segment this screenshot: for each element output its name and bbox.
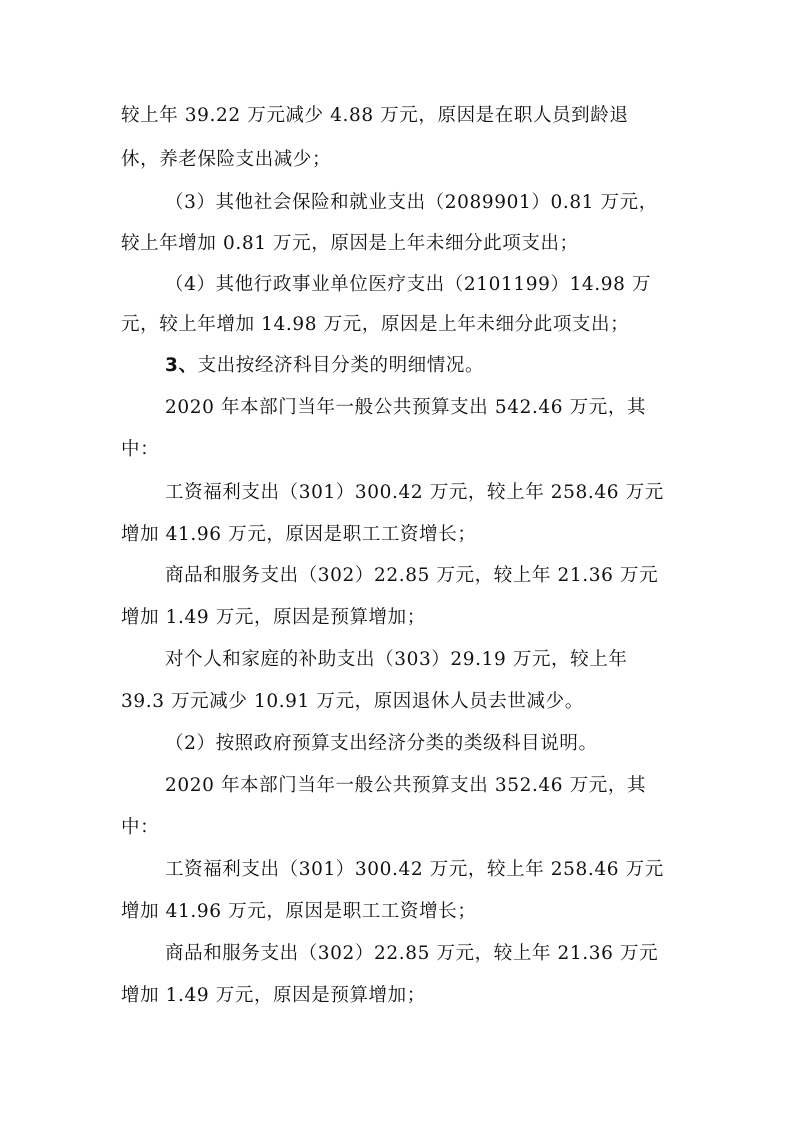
text-line: 2020 年本部门当年一般公共预算支出 352.46 万元，其: [165, 775, 647, 796]
text-line: 增加 1.49 万元，原因是预算增加；: [121, 607, 426, 628]
text-line: 元，较上年增加 14.98 万元，原因是上年未细分此项支出；: [121, 314, 630, 335]
text-line: 中：: [121, 817, 160, 838]
text-line: 对个人和家庭的补助支出（303）29.19 万元，较上年: [165, 649, 628, 670]
text-line: 商品和服务支出（302）22.85 万元，较上年 21.36 万元: [165, 565, 659, 586]
text-line: 2020 年本部门当年一般公共预算支出 542.46 万元，其: [165, 397, 647, 418]
text-line: 增加 1.49 万元，原因是预算增加；: [121, 985, 426, 1006]
text-line: 增加 41.96 万元，原因是职工工资增长；: [121, 524, 477, 545]
text-line: 工资福利支出（301）300.42 万元，较上年 258.46 万元: [165, 482, 664, 503]
section-title: 支出按经济科目分类的明细情况。: [197, 355, 485, 376]
section-number: 3、: [165, 355, 198, 376]
text-line: 中：: [121, 439, 160, 460]
text-line: 较上年增加 0.81 万元，原因是上年未细分此项支出；: [121, 233, 579, 254]
text-line: 39.3 万元减少 10.91 万元，原因退休人员去世减少。: [121, 691, 584, 712]
text-line: （4）其他行政事业单位医疗支出（2101199）14.98 万: [165, 274, 652, 295]
text-line: （2）按照政府预算支出经济分类的类级科目说明。: [165, 733, 598, 754]
text-line: 休，养老保险支出减少；: [121, 149, 332, 170]
text-line: 工资福利支出（301）300.42 万元，较上年 258.46 万元: [165, 859, 664, 880]
text-line: （3）其他社会保险和就业支出（2089901）0.81 万元，: [165, 192, 658, 213]
text-line: 较上年 39.22 万元减少 4.88 万元，原因是在职人员到龄退: [121, 105, 629, 126]
section-heading: [165, 354, 484, 378]
text-line: 增加 41.96 万元，原因是职工工资增长；: [121, 901, 477, 922]
text-line: 商品和服务支出（302）22.85 万元，较上年 21.36 万元: [165, 943, 659, 964]
